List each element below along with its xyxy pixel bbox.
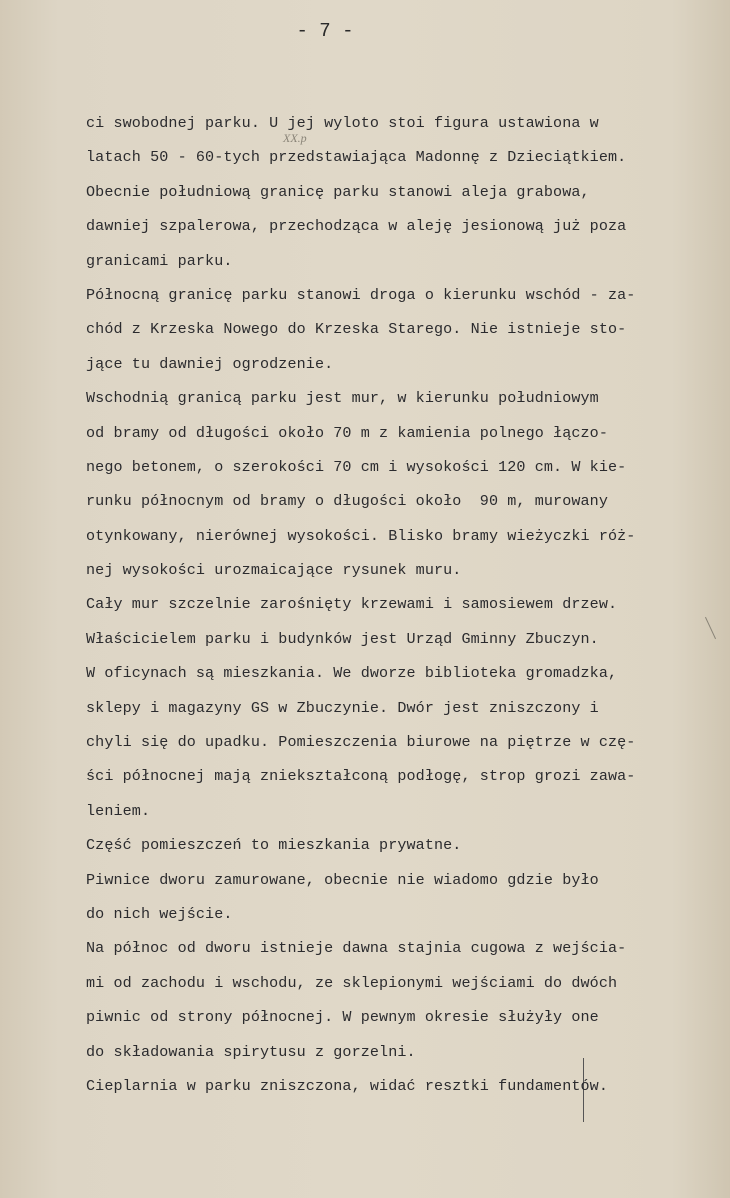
- text-line: jące tu dawniej ogrodzenie.: [86, 354, 334, 373]
- text-line: Cały mur szczelnie zarośnięty krzewami i samosiewem drzew.: [86, 595, 618, 614]
- page-number: - 7 -: [296, 20, 354, 42]
- text-line: ci swobodnej parku. U jej wyloto stoi figura ustawiona w: [86, 114, 599, 132]
- text-line: od bramy od długości około 70 m z kamienia polnego łączo-: [86, 423, 608, 442]
- text-line: Północną granicę parku stanowi droga o kierunku wschód - za-: [86, 285, 636, 304]
- text-line: sklepy i magazyny GS w Zbuczynie. Dwór jest zniszczony i: [86, 698, 599, 717]
- text-line: Część pomieszczeń to mieszkania prywatne.: [86, 836, 462, 855]
- text-line: Piwnice dworu zamurowane, obecnie nie wiadomo gdzie było: [86, 870, 599, 889]
- text-line: nej wysokości urozmaicające rysunek muru.: [86, 561, 462, 580]
- text-line: otynkowany, nierównej wysokości. Blisko bramy wieżyczki róż-: [86, 526, 636, 545]
- text-line: Cieplarnia w parku zniszczona, widać resztki fundamentów.: [86, 1076, 608, 1095]
- body-text: [86, 106, 726, 1103]
- text-line: chód z Krzeska Nowego do Krzeska Starego. Nie istnieje sto-: [86, 320, 627, 339]
- text-line: Obecnie południową granicę parku stanowi aleja grabowa,: [86, 182, 590, 201]
- text-line: dawniej szpalerowa, przechodząca w aleję jesionową już poza: [86, 217, 627, 236]
- text-line: Wschodnią granicą parku jest mur, w kierunku południowym: [86, 389, 599, 408]
- text-line: do nich wejście.: [86, 904, 233, 923]
- text-line: chyli się do upadku. Pomieszczenia biurowe na piętrze w czę-: [86, 733, 636, 752]
- text-line: ści północnej mają zniekształconą podłogę, strop grozi zawa-: [86, 767, 636, 786]
- text-line: Właścicielem parku i budynków jest Urząd Gminny Zbuczyn.: [86, 629, 599, 648]
- text-line: latach 50 - 60-tych przedstawiająca Madonnę z Dzieciątkiem.: [86, 148, 627, 167]
- text-line: piwnic od strony północnej. W pewnym okresie służyły one: [86, 1008, 599, 1027]
- text-line: runku północnym od bramy o długości około 90 m, murowany: [86, 492, 608, 511]
- pencil-annotation: XX.p: [283, 131, 307, 145]
- text-line: granicami parku.: [86, 251, 233, 270]
- text-line: do składowania spirytusu z gorzelni.: [86, 1042, 416, 1061]
- text-line: Na północ od dworu istnieje dawna stajnia cugowa z wejścia-: [86, 939, 627, 958]
- text-line: W oficynach są mieszkania. We dworze biblioteka gromadzka,: [86, 664, 618, 683]
- text-line: mi od zachodu i wschodu, ze sklepionymi wejściami do dwóch: [86, 973, 618, 992]
- text-line: leniem.: [86, 801, 151, 820]
- text-line: nego betonem, o szerokości 70 cm i wysokości 120 cm. W kie-: [86, 457, 627, 476]
